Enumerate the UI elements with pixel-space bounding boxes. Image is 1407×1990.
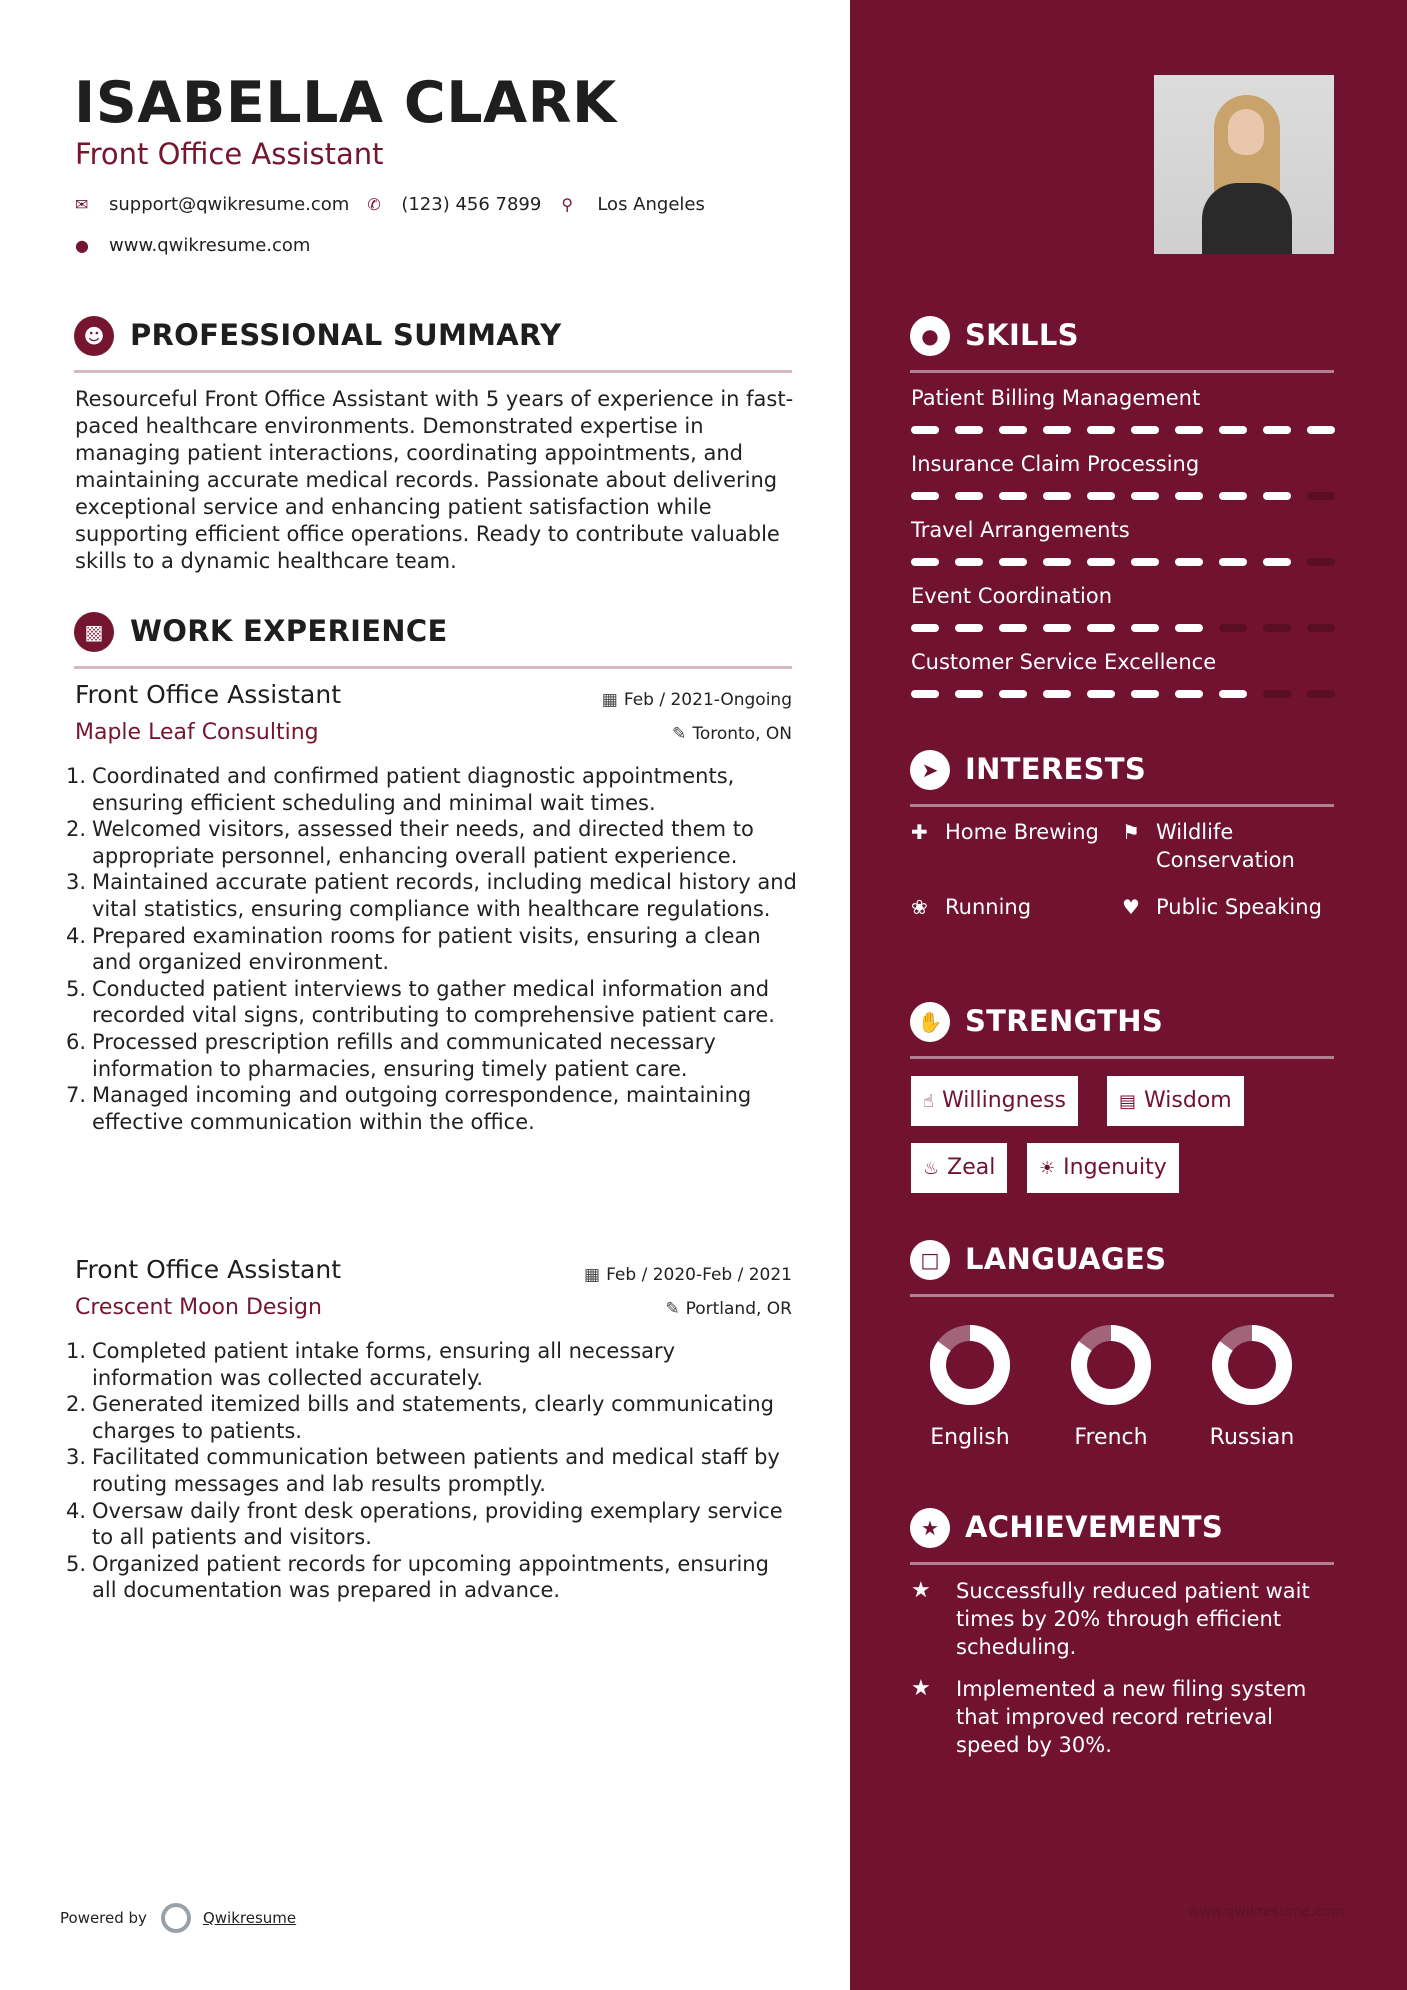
skill-level-dash	[955, 624, 983, 632]
skill-level-dash	[1307, 624, 1335, 632]
skill-level-dash	[955, 492, 983, 500]
profile-photo	[1154, 75, 1334, 254]
language-ring	[928, 1323, 1012, 1407]
list-item: 2. Generated itemized bills and statements, clearly communicating charges to patients.	[66, 1392, 774, 1443]
list-item: 5. Conducted patient interviews to gather medical information and recorded vital signs, contributing to comprehensive patient care.	[66, 976, 775, 1028]
lightbulb-icon: ●	[910, 316, 950, 356]
skill-level-dash	[1087, 558, 1115, 566]
skill-level-dash	[999, 624, 1027, 632]
job-location	[665, 1299, 792, 1319]
skill-level-dash	[1263, 426, 1291, 434]
skill-level-dash	[955, 690, 983, 698]
strength-label: Wisdom	[1144, 1088, 1232, 1113]
skills-heading: SKILLS	[965, 318, 1079, 352]
list-item: 4. Oversaw daily front desk operations, providing exemplary service to all patients and visitors.	[66, 1498, 783, 1550]
paper-plane-icon: ➤	[910, 750, 950, 790]
divider	[74, 370, 792, 373]
skill-label: Customer Service Excellence	[911, 650, 1217, 674]
job-bullets	[66, 763, 798, 1135]
candidate-name: ISABELLA CLARK	[74, 70, 617, 136]
language-label: Russian	[1209, 1425, 1295, 1450]
lightbulb-icon: ☀	[1039, 1158, 1056, 1179]
phone-text: (123) 456 7899	[401, 194, 542, 215]
job-date-text: Feb / 2020-Feb / 2021	[606, 1265, 792, 1285]
languages-heading: LANGUAGES	[965, 1242, 1167, 1276]
phone-icon: ✆	[367, 195, 381, 214]
contact-row	[75, 194, 705, 215]
divider	[910, 1562, 1334, 1565]
job-location-text: Portland, OR	[685, 1299, 792, 1319]
language-label: French	[1074, 1425, 1148, 1450]
language-icon: □	[910, 1240, 950, 1280]
list-item: 3. Facilitated communication between patients and medical staff by routing messages and lab results promptly.	[66, 1445, 780, 1496]
list-item: 1. Completed patient intake forms, ensuring all necessary information was collected accurately.	[66, 1339, 676, 1390]
summary-heading: PROFESSIONAL SUMMARY	[130, 318, 562, 352]
skill-level-dash	[1175, 558, 1203, 566]
skill-level-dash	[1087, 690, 1115, 698]
envelope-icon: ✉	[75, 195, 89, 214]
skill-level-dash	[1131, 426, 1159, 434]
skill-level-dash	[1175, 426, 1203, 434]
skill-level-dash	[999, 690, 1027, 698]
skill-level-dash	[955, 426, 983, 434]
skill-level-dash	[1307, 690, 1335, 698]
skill-level-dash	[1087, 426, 1115, 434]
skill-level-dash	[911, 558, 939, 566]
divider	[910, 370, 1334, 373]
interest-label: Public Speaking	[1156, 895, 1322, 919]
job-bullets	[66, 1338, 798, 1604]
powered-by-label: Powered by	[60, 1909, 147, 1927]
email-link[interactable]: support@qwikresume.com	[109, 194, 350, 215]
shooting-star-icon: ★	[911, 1676, 931, 1701]
skill-level-dash	[1043, 624, 1071, 632]
flag-icon: ⚑	[1122, 820, 1140, 844]
skill-level-dash	[911, 624, 939, 632]
job-title: Front Office Assistant	[75, 1255, 341, 1284]
divider	[910, 1294, 1334, 1297]
skill-meter	[911, 558, 1335, 566]
pin-icon: ✎	[665, 1299, 680, 1319]
skill-level-dash	[1043, 690, 1071, 698]
skill-level-dash	[1219, 624, 1247, 632]
user-icon: ☻	[74, 316, 114, 356]
achievement-text: Implemented a new filing system that improved record retrieval speed by 30%.	[956, 1677, 1307, 1757]
office-chair-icon: ▩	[74, 612, 114, 652]
strength-label: Zeal	[947, 1155, 996, 1180]
skill-level-dash	[1263, 492, 1291, 500]
divider	[74, 666, 792, 669]
interest-label: Home Brewing	[945, 820, 1099, 844]
skill-level-dash	[1131, 492, 1159, 500]
heartbeat-icon: ♥	[1122, 895, 1140, 919]
strengths-heading: STRENGTHS	[965, 1004, 1164, 1038]
website-row	[75, 235, 310, 256]
calendar-icon: ▦	[601, 690, 618, 710]
calendar-icon: ▦	[584, 1265, 601, 1285]
language-item	[1192, 1323, 1312, 1450]
skill-level-dash	[1131, 558, 1159, 566]
skill-level-dash	[911, 690, 939, 698]
skill-level-dash	[1307, 558, 1335, 566]
strength-label: Ingenuity	[1063, 1155, 1167, 1180]
job-date	[602, 690, 792, 710]
skill-level-dash	[1175, 492, 1203, 500]
book-icon: ▤	[1119, 1091, 1137, 1112]
skill-level-dash	[1219, 492, 1247, 500]
paw-icon: ❀	[911, 895, 928, 919]
skill-level-dash	[1307, 492, 1335, 500]
language-label: English	[930, 1425, 1010, 1450]
skill-level-dash	[999, 558, 1027, 566]
language-item	[910, 1323, 1030, 1450]
skill-level-dash	[911, 492, 939, 500]
qwikresume-logo-icon	[161, 1903, 191, 1933]
skill-label: Patient Billing Management	[911, 386, 1201, 410]
list-item: 3. Maintained accurate patient records, including medical history and vital statistics, ensuring compliance with healthcare regulations.	[66, 870, 797, 921]
job-company: Crescent Moon Design	[75, 1295, 322, 1320]
puzzle-icon: ✚	[911, 820, 928, 844]
summary-text: Resourceful Front Office Assistant with 5 years of experience in fast-paced healthcare environments. Demonstrated expertise in managing patient interactions, coordinating appointments, and maintaining accurate medical records. Passionate about delivering exceptional service and enhancing patient satisfaction while supporting efficient office operations. Ready to contribute valuable skills to a dynamic healthcare team.	[75, 387, 794, 573]
fire-icon: ♨	[923, 1158, 940, 1179]
skill-level-dash	[1263, 558, 1291, 566]
location-text: Los Angeles	[597, 194, 705, 215]
skill-level-dash	[999, 426, 1027, 434]
skill-meter	[911, 690, 1335, 698]
footer-site: www.qwikresume.com	[1188, 1904, 1345, 1920]
skill-label: Event Coordination	[911, 584, 1113, 608]
interest-label: Wildlife Conservation	[1156, 820, 1295, 872]
skill-level-dash	[1043, 426, 1071, 434]
language-ring	[1069, 1323, 1153, 1407]
skill-level-dash	[1131, 690, 1159, 698]
list-item: 2. Welcomed visitors, assessed their needs, and directed them to appropriate personnel, enhancing overall patient experience.	[66, 817, 754, 868]
job-location-text: Toronto, ON	[692, 724, 792, 744]
strength-chip	[911, 1143, 1007, 1193]
map-marker-icon: ⚲	[561, 195, 574, 214]
job-location	[672, 724, 792, 744]
interest-label: Running	[945, 895, 1032, 919]
list-item: 7. Managed incoming and outgoing correspondence, maintaining effective communication within the office.	[66, 1083, 752, 1134]
candidate-title: Front Office Assistant	[75, 137, 384, 171]
strength-chip	[1107, 1076, 1244, 1126]
star-badge-icon: ★	[910, 1508, 950, 1548]
list-item: 6. Processed prescription refills and communicated necessary information to pharmacies, ensuring timely patient care.	[66, 1029, 716, 1081]
fist-icon: ✋	[910, 1002, 950, 1042]
list-item: 4. Prepared examination rooms for patient visits, ensuring a clean and organized environment.	[66, 923, 761, 975]
skill-label: Insurance Claim Processing	[911, 452, 1200, 476]
shooting-star-icon: ★	[911, 1578, 931, 1603]
strength-label: Willingness	[941, 1088, 1066, 1113]
language-ring	[1210, 1323, 1294, 1407]
skill-level-dash	[1175, 690, 1203, 698]
skill-level-dash	[1219, 426, 1247, 434]
skill-level-dash	[955, 558, 983, 566]
divider	[910, 804, 1334, 807]
skill-level-dash	[999, 492, 1027, 500]
skill-meter	[911, 492, 1335, 500]
language-item	[1051, 1323, 1171, 1450]
skill-level-dash	[1087, 624, 1115, 632]
skill-meter	[911, 624, 1335, 632]
list-item: 5. Organized patient records for upcoming appointments, ensuring all documentation was prepared in advance.	[66, 1551, 769, 1603]
skill-level-dash	[1219, 690, 1247, 698]
interests-heading: INTERESTS	[965, 752, 1147, 786]
skill-level-dash	[1087, 492, 1115, 500]
strength-chip	[1027, 1143, 1179, 1193]
website-link[interactable]: www.qwikresume.com	[109, 235, 311, 256]
job-title: Front Office Assistant	[75, 680, 341, 709]
skill-level-dash	[1263, 624, 1291, 632]
thumbs-up-icon: ☝	[923, 1091, 934, 1112]
strength-chip	[911, 1076, 1078, 1126]
skill-label: Travel Arrangements	[911, 518, 1130, 542]
job-date-text: Feb / 2021-Ongoing	[623, 690, 792, 710]
skill-level-dash	[911, 426, 939, 434]
job-company: Maple Leaf Consulting	[75, 720, 319, 745]
powered-by	[60, 1903, 296, 1933]
brand-link[interactable]: Qwikresume	[202, 1909, 297, 1927]
pin-icon: ✎	[672, 724, 687, 744]
job-date	[584, 1265, 792, 1285]
skill-level-dash	[1307, 426, 1335, 434]
skill-level-dash	[1043, 558, 1071, 566]
skill-level-dash	[1175, 624, 1203, 632]
skill-level-dash	[1219, 558, 1247, 566]
experience-heading: WORK EXPERIENCE	[130, 614, 448, 648]
skill-meter	[911, 426, 1335, 434]
achievement-text: Successfully reduced patient wait times by 20% through efficient scheduling.	[956, 1579, 1310, 1659]
skill-level-dash	[1131, 624, 1159, 632]
list-item: 1. Coordinated and confirmed patient diagnostic appointments, ensuring efficient scheduling and minimal wait times.	[66, 764, 735, 815]
skill-level-dash	[1043, 492, 1071, 500]
globe-icon: ●	[75, 236, 89, 255]
achievements-heading: ACHIEVEMENTS	[965, 1510, 1224, 1544]
skill-level-dash	[1263, 690, 1291, 698]
divider	[910, 1056, 1334, 1059]
